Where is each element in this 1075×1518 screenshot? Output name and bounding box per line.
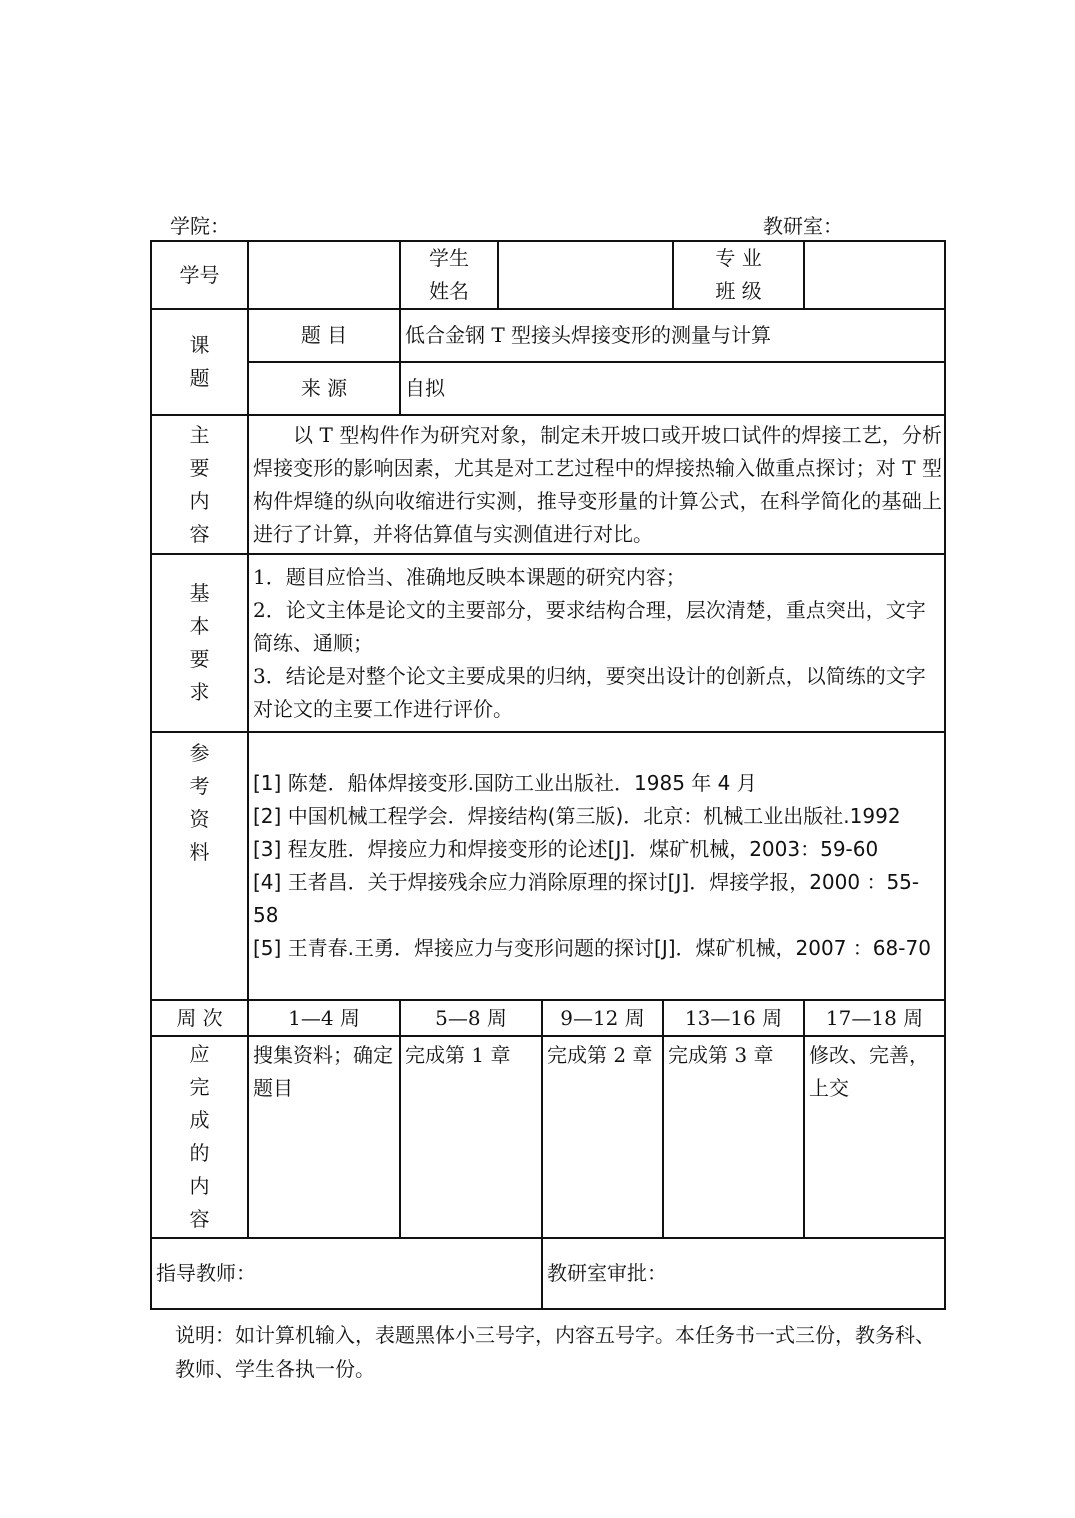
student-id-label: 学号 <box>151 241 248 309</box>
student-id-field[interactable] <box>248 241 400 309</box>
week-header: 13—16 周 <box>663 1000 804 1036</box>
task-cell: 修改、完善，上交 <box>804 1036 945 1238</box>
week-header: 5—8 周 <box>400 1000 542 1036</box>
week-header: 17—18 周 <box>804 1000 945 1036</box>
requirements-list <box>248 554 945 732</box>
task-cell: 完成第 3 章 <box>663 1036 804 1238</box>
main-content-text: 以 T 型构件作为研究对象，制定未开坡口或开坡口试件的焊接工艺，分析焊接变形的影响因素，尤其是对工艺过程中的焊接热输入做重点探讨；对 T 型构件焊缝的纵向收缩进行实测，推导变形量的计算公式，在科学简化的基础上进行了计算，并将估算值与实测值进行对比。 <box>248 415 945 554</box>
tasks-section-label: 应 完 成 的 内 容 <box>151 1036 248 1238</box>
week-label: 周 次 <box>151 1000 248 1036</box>
week-header: 9—12 周 <box>542 1000 663 1036</box>
footnote-label: 说明： <box>175 1323 235 1347</box>
major-class-label: 专 业 班 级 <box>673 241 804 309</box>
requirement-item: 1．题目应恰当、准确地反映本课题的研究内容； <box>253 564 686 589</box>
office-approval-field[interactable]: 教研室审批： <box>542 1238 945 1309</box>
topic-title-value: 低合金钢 T 型接头焊接变形的测量与计算 <box>400 309 945 362</box>
task-cell: 完成第 1 章 <box>400 1036 542 1238</box>
requirements-section-label: 基 本 要 求 <box>151 554 248 732</box>
references-section-label: 参 考 资 料 <box>151 732 248 1000</box>
footnote-text: 如计算机输入，表题黑体小三号字，内容五号字。本任务书一式三份，教务科、教师、学生各执一份。 <box>175 1323 935 1381</box>
advisor-signature-field[interactable]: 指导教师： <box>151 1238 542 1309</box>
references-list <box>248 732 945 1000</box>
topic-section-label: 课 题 <box>151 309 248 415</box>
requirement-item: 3．结论是对整个论文主要成果的归纳，要突出设计的创新点，以简练的文字对论文的主要工作进行评价。 <box>253 663 926 721</box>
topic-title-label: 题 目 <box>248 309 400 362</box>
footnote <box>175 1318 947 1386</box>
topic-source-label: 来 源 <box>248 362 400 415</box>
topic-source-value: 自拟 <box>400 362 945 415</box>
reference-item: [5] 王青春.王勇．焊接应力与变形问题的探讨[J]．煤矿机械，2007 ：68-70 <box>253 936 931 960</box>
reference-item: [4] 王者昌．关于焊接残余应力消除原理的探讨[J]．焊接学报，2000 ：55-58 <box>253 870 920 927</box>
office-label: 教研室： <box>763 214 843 238</box>
student-name-field[interactable] <box>498 241 673 309</box>
main-content-section-label: 主 要 内 容 <box>151 415 248 554</box>
task-cell: 完成第 2 章 <box>542 1036 663 1238</box>
task-form-table <box>150 240 946 1310</box>
task-cell: 搜集资料；确定题目 <box>248 1036 400 1238</box>
major-class-field[interactable] <box>804 241 945 309</box>
reference-item: [1] 陈楚．船体焊接变形.国防工业出版社．1985 年 4 月 <box>253 771 757 795</box>
week-header: 1—4 周 <box>248 1000 400 1036</box>
college-label: 学院： <box>170 214 230 238</box>
requirement-item: 2．论文主体是论文的主要部分，要求结构合理，层次清楚，重点突出，文字简练、通顺； <box>253 597 926 655</box>
reference-item: [3] 程友胜．焊接应力和焊接变形的论述[J]．煤矿机械，2003：59-60 <box>253 837 879 861</box>
reference-item: [2] 中国机械工程学会．焊接结构(第三版)．北京：机械工业出版社.1992 <box>253 804 901 828</box>
student-name-label: 学生 姓名 <box>400 241 498 309</box>
